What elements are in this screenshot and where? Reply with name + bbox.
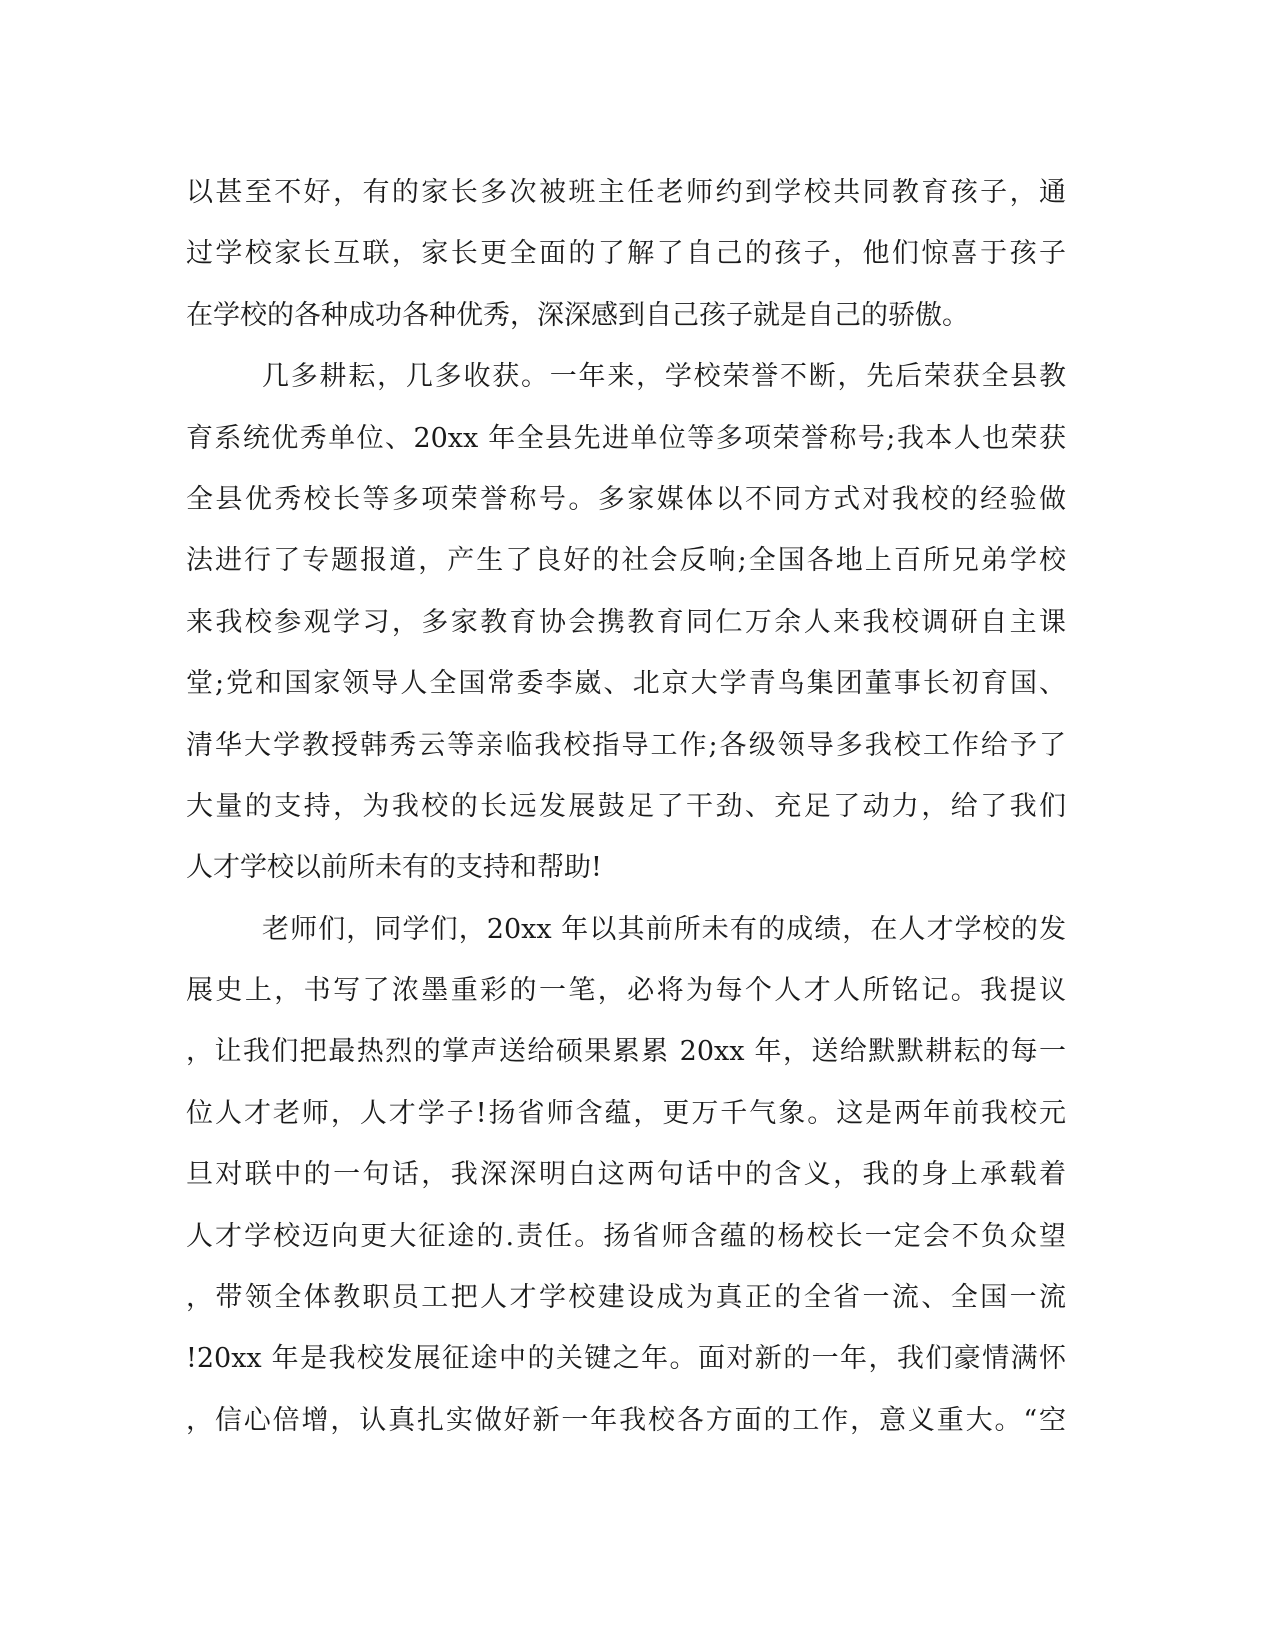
text-line: 全县优秀校长等多项荣誉称号。多家媒体以不同方式对我校的经验做 — [186, 483, 1066, 515]
text-line: 法进行了专题报道，产生了良好的社会反响;全国各地上百所兄弟学校 — [186, 545, 1066, 577]
text-line: 老师们，同学们，20xx 年以其前所未有的成绩，在人才学校的发 — [262, 913, 1066, 945]
text-line: 过学校家长互联，家长更全面的了解了自己的孩子，他们惊喜于孩子 — [186, 238, 1066, 270]
text-line: 育系统优秀单位、20xx 年全县先进单位等多项荣誉称号;我本人也荣获 — [186, 422, 1066, 454]
text-line: 来我校参观学习，多家教育协会携教育同仁万余人来我校调研自主课 — [186, 606, 1066, 638]
text-line: 位人才老师，人才学子!扬省师含蕴，更万千气象。这是两年前我校元 — [186, 1097, 1066, 1129]
text-line: ，带领全体教职员工把人才学校建设成为真正的全省一流、全国一流 — [186, 1282, 1066, 1314]
text-line: 展史上，书写了浓墨重彩的一笔，必将为每个人才人所铭记。我提议 — [186, 975, 1066, 1007]
text-line: 在学校的各种成功各种优秀，深深感到自己孩子就是自己的骄傲。 — [186, 299, 969, 331]
text-line: 大量的支持，为我校的长远发展鼓足了干劲、充足了动力，给了我们 — [186, 790, 1066, 822]
text-line: 清华大学教授韩秀云等亲临我校指导工作;各级领导多我校工作给予了 — [186, 729, 1066, 761]
text-line: 以甚至不好，有的家长多次被班主任老师约到学校共同教育孩子，通 — [186, 177, 1066, 208]
document-body — [186, 162, 1066, 1451]
text-line: 几多耕耘，几多收获。一年来，学校荣誉不断，先后荣获全县教 — [262, 361, 1066, 393]
text-line: 堂;党和国家领导人全国常委李崴、北京大学青鸟集团董事长初育国、 — [186, 668, 1066, 700]
text-line: 人才学校迈向更大征途的.责任。扬省师含蕴的杨校长一定会不负众望 — [186, 1220, 1066, 1252]
text-line: ，信心倍增，认真扎实做好新一年我校各方面的工作，意义重大。“空 — [186, 1404, 1066, 1436]
text-line: 旦对联中的一句话，我深深明白这两句话中的含义，我的身上承载着 — [186, 1159, 1066, 1191]
text-line: 人才学校以前所未有的支持和帮助! — [186, 852, 602, 884]
text-line: ，让我们把最热烈的掌声送给硕果累累 20xx 年，送给默默耕耘的每一 — [186, 1036, 1066, 1068]
text-line: !20xx 年是我校发展征途中的关键之年。面对新的一年，我们豪情满怀 — [186, 1343, 1066, 1375]
